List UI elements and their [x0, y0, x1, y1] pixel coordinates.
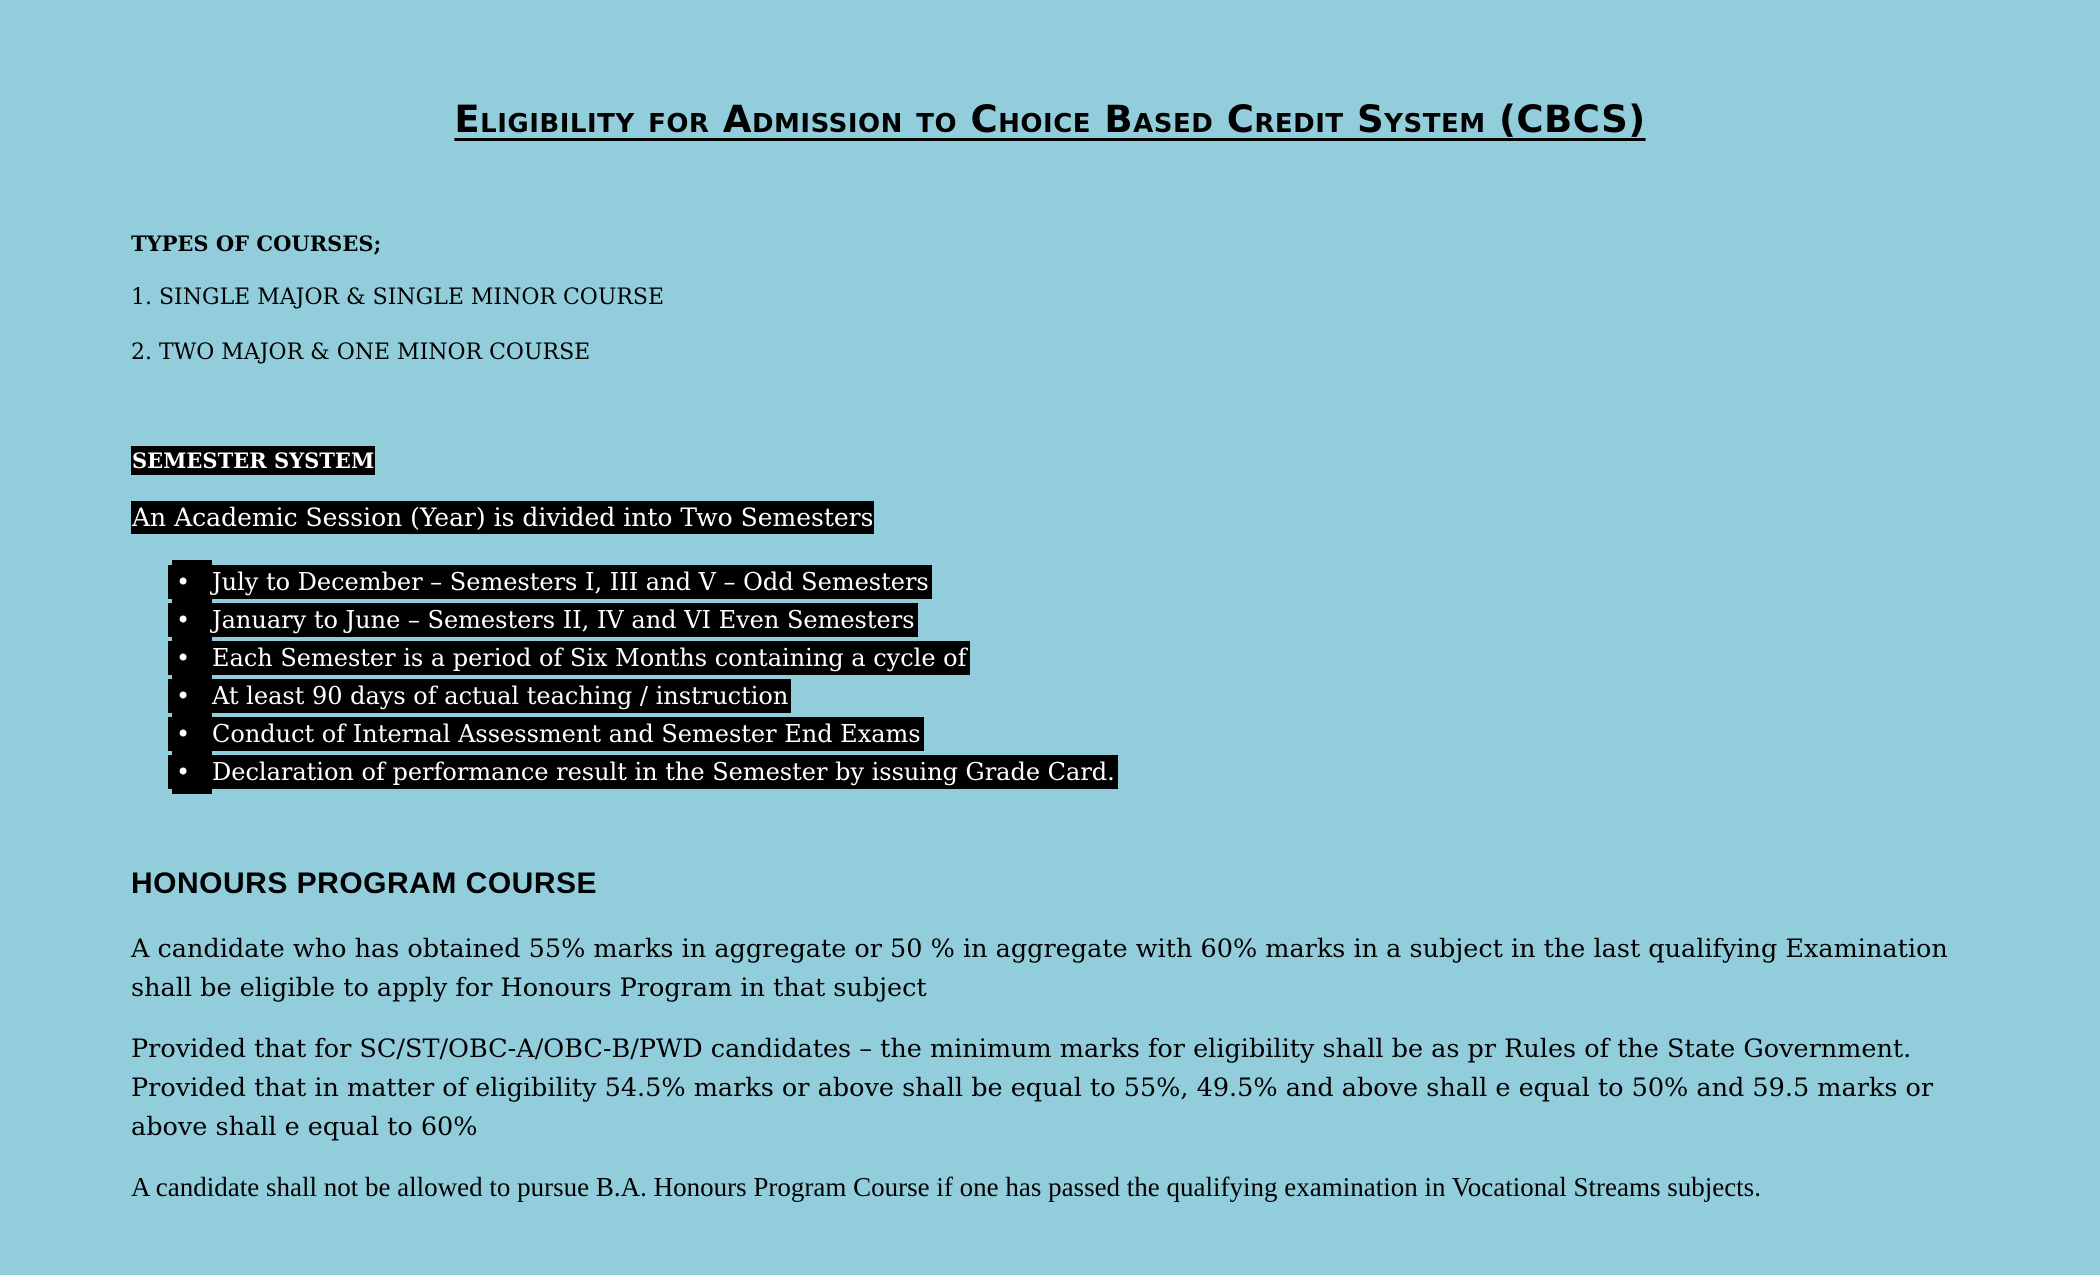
honours-paragraph-eligibility: A candidate who has obtained 55% marks in aggregate or 50 % in aggregate with 60% marks in a subject in the last qualifying Examination shall be eligible to apply for Honours Program in that subject [131, 934, 1948, 1003]
list-item [168, 598, 1118, 636]
list-item [168, 712, 1118, 750]
bullet-text: July to December – Semesters I, III and V – Odd Semesters [212, 568, 929, 596]
semester-intro-text: An Academic Session (Year) is divided into Two Semesters [132, 503, 874, 532]
bullet-text: Conduct of Internal Assessment and Semester End Exams [212, 720, 921, 748]
bullet-text: Declaration of performance result in the Semester by issuing Grade Card. [212, 758, 1115, 786]
semester-intro-line [131, 503, 874, 532]
bullet-icon: • [172, 712, 212, 756]
course-type-item: 2. TWO MAJOR & ONE MINOR COURSE [131, 340, 591, 365]
list-item [168, 560, 1118, 598]
bullet-text: Each Semester is a period of Six Months containing a cycle of [212, 644, 967, 672]
bullet-icon: • [172, 636, 212, 680]
types-of-courses-heading: TYPES OF COURSES; [131, 231, 382, 256]
semester-system-heading: SEMESTER SYSTEM [132, 448, 375, 473]
list-item [168, 750, 1118, 788]
bullet-text: January to June – Semesters II, IV and VI Even Semesters [212, 606, 915, 634]
semester-system-section [131, 448, 375, 473]
bullet-icon: • [172, 674, 212, 718]
list-item [168, 636, 1118, 674]
bullet-icon: • [172, 750, 212, 794]
semester-bullet-list [168, 560, 1118, 788]
honours-paragraph-vocational: A candidate shall not be allowed to pursue B.A. Honours Program Course if one has passed the qualifying examination in Vocational Streams subjects. [131, 1172, 1761, 1202]
honours-heading: HONOURS PROGRAM COURSE [131, 867, 598, 900]
bullet-icon: • [172, 560, 212, 604]
honours-paragraph-reservation: Provided that for SC/ST/OBC-A/OBC-B/PWD candidates – the minimum marks for eligibility shall be as pr Rules of the State Government. Provided that in matter of eligibility 54.5% marks or above shall be equal to 55%, 49.5% and above shall e equal to 50% and 59.5 marks or above shall e equal to 60% [131, 1034, 1934, 1142]
page-title: Eligibility for Admission to Choice Based Credit System (CBCS) [454, 98, 1646, 141]
course-type-item: 1. SINGLE MAJOR & SINGLE MINOR COURSE [131, 285, 665, 310]
bullet-text: At least 90 days of actual teaching / instruction [212, 682, 789, 710]
list-item [168, 674, 1118, 712]
bullet-icon: • [172, 598, 212, 642]
